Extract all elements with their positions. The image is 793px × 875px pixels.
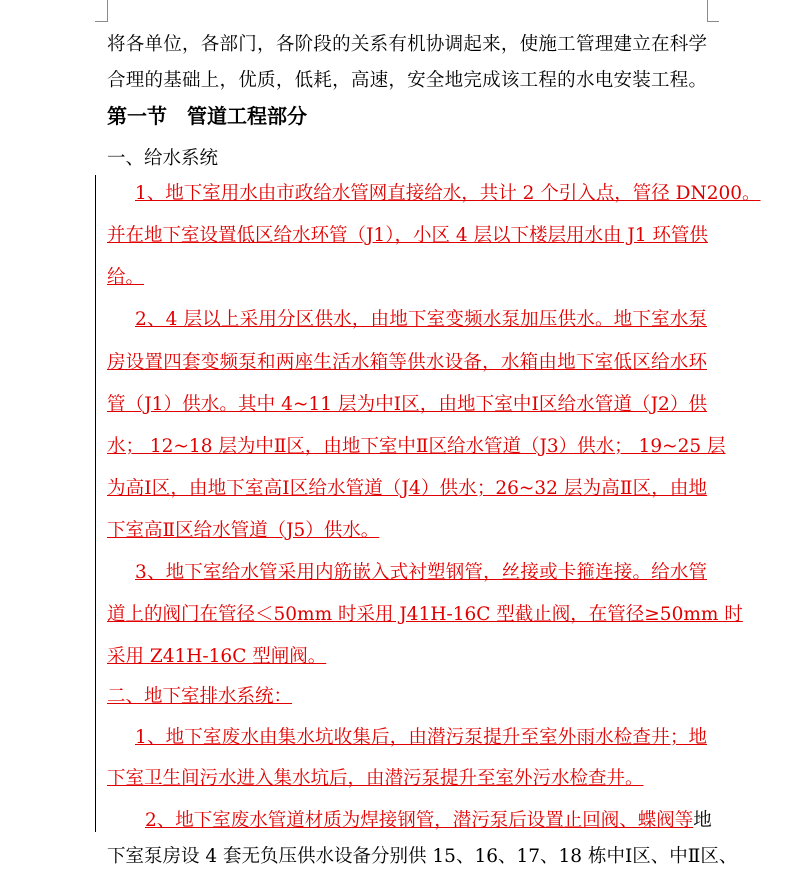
crop-mark-right-horizontal (707, 21, 719, 22)
body-line: 将各单位，各部门，各阶段的关系有机协调起来，使施工管理建立在科学 (107, 34, 707, 55)
revised-line: 下室高Ⅱ区给水管道（J5）供水。 (107, 520, 380, 541)
revised-line: 1、地下室用水由市政给水管网直接给水，共计 2 个引入点，管径 DN200。 (135, 183, 761, 204)
body-fragment: 地 (693, 810, 712, 831)
revised-line: 采用 Z41H-16C 型闸阀。 (107, 646, 327, 667)
revised-line: 房设置四套变频泵和两座生活水箱等供水设备，水箱由地下室低区给水环 (107, 352, 707, 373)
crop-mark-left-horizontal (95, 21, 107, 22)
revised-line: 2、4 层以上采用分区供水，由地下室变频水泵加压供水。地下室水泵 (135, 309, 707, 330)
revised-line: 为高Ⅰ区，由地下室高Ⅰ区给水管道（J4）供水；26~32 层为高Ⅱ区，由地 (107, 478, 707, 499)
crop-mark-right (707, 0, 708, 22)
revised-line: 管（J1）供水。其中 4~11 层为中Ⅰ区，由地下室中Ⅰ区给水管道（J2）供 (107, 394, 707, 415)
revised-line: 水； 12~18 层为中Ⅱ区，由地下室中Ⅱ区给水管道（J3）供水； 19~25 层 (107, 436, 726, 457)
section-heading: 第一节 管道工程部分 (107, 104, 307, 128)
body-line: 下室泵房设 4 套无负压供水设备分别供 15、16、17、18 栋中Ⅰ区、中Ⅱ区、 (107, 846, 738, 867)
revised-subsection-heading: 二、地下室排水系统： (107, 686, 293, 707)
revised-line: 3、地下室给水管采用内筋嵌入式衬塑钢管，丝接或卡箍连接。给水管 (135, 562, 707, 583)
revised-line: 给。 (107, 267, 145, 288)
mixed-line (107, 803, 712, 839)
revised-fragment: 2、地下室废水管道材质为焊接钢管，潜污泵后设置止回阀、蝶阀等 (145, 810, 694, 831)
subsection-heading: 一、给水系统 (107, 148, 219, 169)
revised-line: 并在地下室设置低区给水环管（J1），小区 4 层以下楼层用水由 J1 环管供 (107, 225, 708, 246)
revised-line: 1、地下室废水由集水坑收集后，由潜污泵提升至室外雨水检查井；地 (135, 727, 707, 748)
body-line: 合理的基础上，优质，低耗，高速，安全地完成该工程的水电安装工程。 (107, 70, 707, 91)
revised-line: 下室卫生间污水进入集水坑后，由潜污泵提升至室外污水检查井。 (107, 768, 644, 789)
revised-line: 道上的阀门在管径＜50mm 时采用 J41H-16C 型截止阀，在管径≥50mm 时 (107, 604, 743, 625)
crop-mark-left (107, 0, 108, 22)
revision-change-bar (95, 175, 96, 832)
